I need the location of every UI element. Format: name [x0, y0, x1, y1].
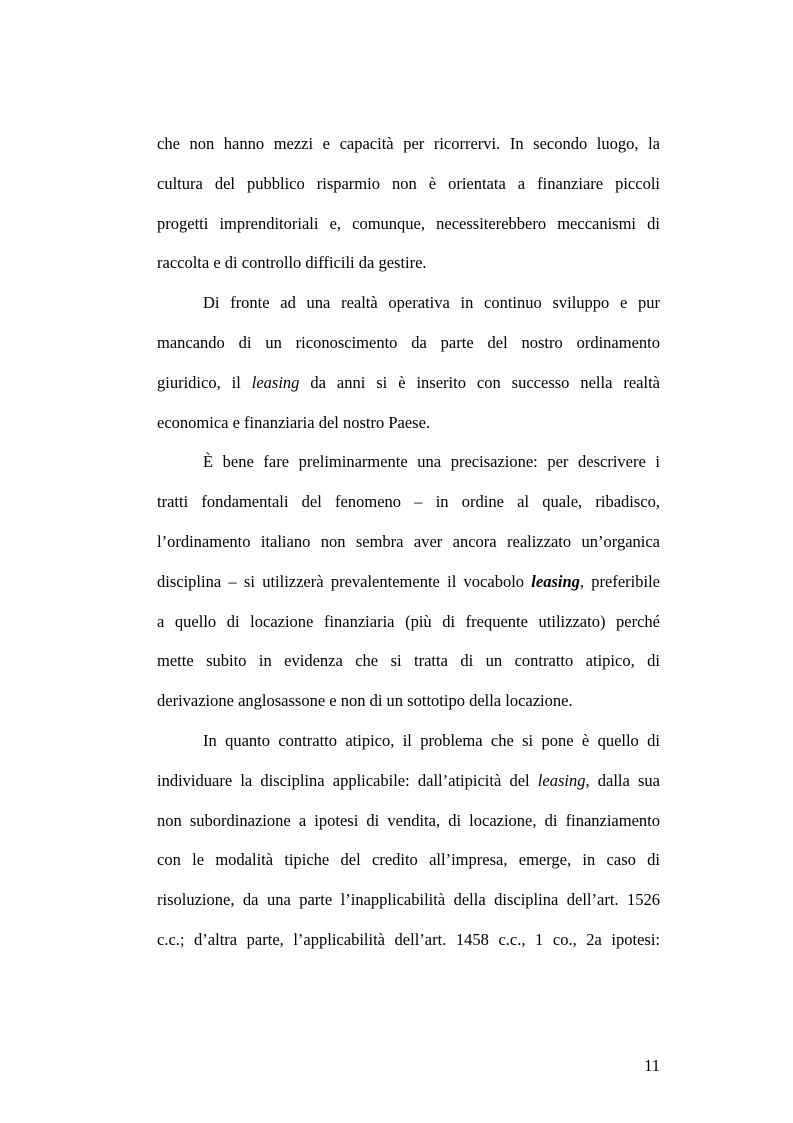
text-line: [157, 562, 660, 602]
paragraph-2: [157, 283, 660, 442]
text-line: In quanto contratto atipico, il problema che si pone è quello di: [203, 730, 660, 750]
paragraph-4: [157, 721, 660, 960]
text-line: c.c.; d’altra parte, l’applicabilità dell’art. 1458 c.c., 1 co., 2a ipotesi:: [157, 929, 660, 949]
text-line: mancando di un riconoscimento da parte del nostro ordinamento: [157, 332, 660, 352]
text-line: con le modalità tipiche del credito all’impresa, emerge, in caso di: [157, 850, 660, 870]
text-line: l’ordinamento italiano non sembra aver ancora realizzato un’organica: [157, 531, 660, 551]
paragraph-3: [157, 442, 660, 721]
text-line: non subordinazione a ipotesi di vendita, di locazione, di finanziamento: [157, 810, 660, 830]
text-line: che non hanno mezzi e capacità per ricorrervi. In secondo luogo, la: [157, 134, 660, 153]
text-line: Di fronte ad una realtà operativa in continuo sviluppo e pur: [203, 293, 660, 313]
text-line: economica e finanziaria del nostro Paese.: [157, 412, 431, 432]
text-segment: disciplina – si utilizzerà prevalentemente il vocabolo: [157, 571, 532, 591]
text-line: derivazione anglosassone e non di un sottotipo della locazione.: [157, 691, 573, 711]
italic-term: leasing: [251, 372, 300, 392]
page-number: 11: [644, 1056, 660, 1075]
text-line: tratti fondamentali del fenomeno – in ordine al quale, ribadisco,: [157, 492, 660, 512]
text-line: mette subito in evidenza che si tratta di un contratto atipico, di: [157, 651, 660, 671]
text-segment: , preferibile: [579, 571, 660, 591]
text-line: progetti imprenditoriali e, comunque, necessiterebbero meccanismi di: [157, 213, 660, 233]
text-line: cultura del pubblico risparmio non è orientata a finanziare piccoli: [157, 173, 660, 193]
text-line: [157, 761, 660, 801]
italic-term: leasing: [537, 770, 586, 790]
text-segment: individuare la disciplina applicabile: dall’atipicità del: [157, 770, 538, 790]
bold-italic-term: leasing: [531, 571, 580, 591]
text-line: È bene fare preliminarmente una precisazione: per descrivere i: [203, 452, 660, 472]
text-segment: giuridico, il: [157, 372, 252, 392]
text-line: raccolta e di controllo difficili da gestire.: [157, 253, 427, 273]
text-line: risoluzione, da una parte l’inapplicabilità della disciplina dell’art. 1526: [157, 890, 660, 910]
body-text: [157, 124, 660, 960]
paragraph-1: [157, 124, 660, 283]
text-line: a quello di locazione finanziaria (più di frequente utilizzato) perché: [157, 611, 660, 631]
text-line: [157, 363, 660, 403]
text-segment: da anni si è inserito con successo nella realtà: [299, 372, 660, 392]
text-segment: , dalla sua: [585, 770, 660, 790]
